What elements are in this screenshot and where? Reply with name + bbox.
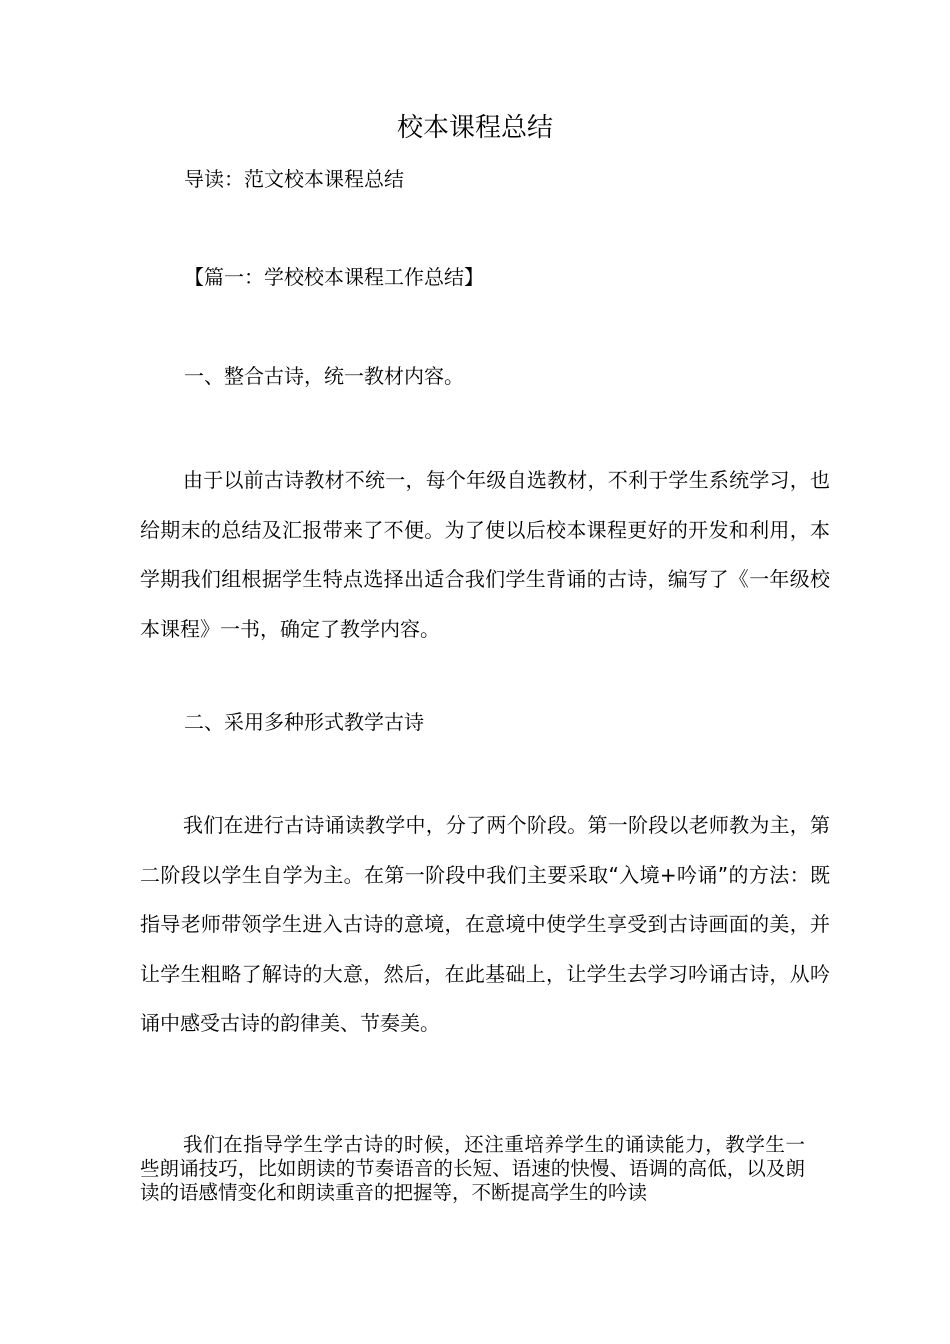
lead-text: 导读：范文校本课程总结: [184, 167, 404, 191]
heading-1: 一、整合古诗，统一教材内容。: [184, 364, 464, 388]
heading-2: 二、采用多种形式教学古诗: [184, 710, 424, 734]
section-heading: 【篇一：学校校本课程工作总结】: [184, 265, 484, 289]
paragraph-3: 我们在指导学生学古诗的时候，还注重培养学生的诵读能力，教学生一些朗诵技巧，比如朗读的节奏语音的长短、语速的快慢、语调的高低，以及朗读的语感情变化和朗读重音的把握等，不断提高学生的吟读: [140, 1133, 805, 1204]
document-title: 校本课程总结: [396, 113, 553, 143]
paragraph-2: 我们在进行古诗诵读教学中，分了两个阶段。第一阶段以老师教为主，第二阶段以学生自学为主。在第一阶段中我们主要采取“入境+吟诵”的方法：既指导老师带领学生进入古诗的意境，在意境中使学生享受到古诗画面的美，并让学生粗略了解诗的大意，然后，在此基础上，让学生去学习吟诵古诗，从吟诵中感受古诗的韵律美、节奏美。: [140, 813, 830, 1035]
paragraph-1: 由于以前古诗教材不统一，每个年级自选教材，不利于学生系统学习，也给期末的总结及汇报带来了不便。为了使以后校本课程更好的开发和利用，本学期我们组根据学生特点选择出适合我们学生背诵的古诗，编写了《一年级校本课程》一书，确定了教学内容。: [140, 468, 830, 641]
